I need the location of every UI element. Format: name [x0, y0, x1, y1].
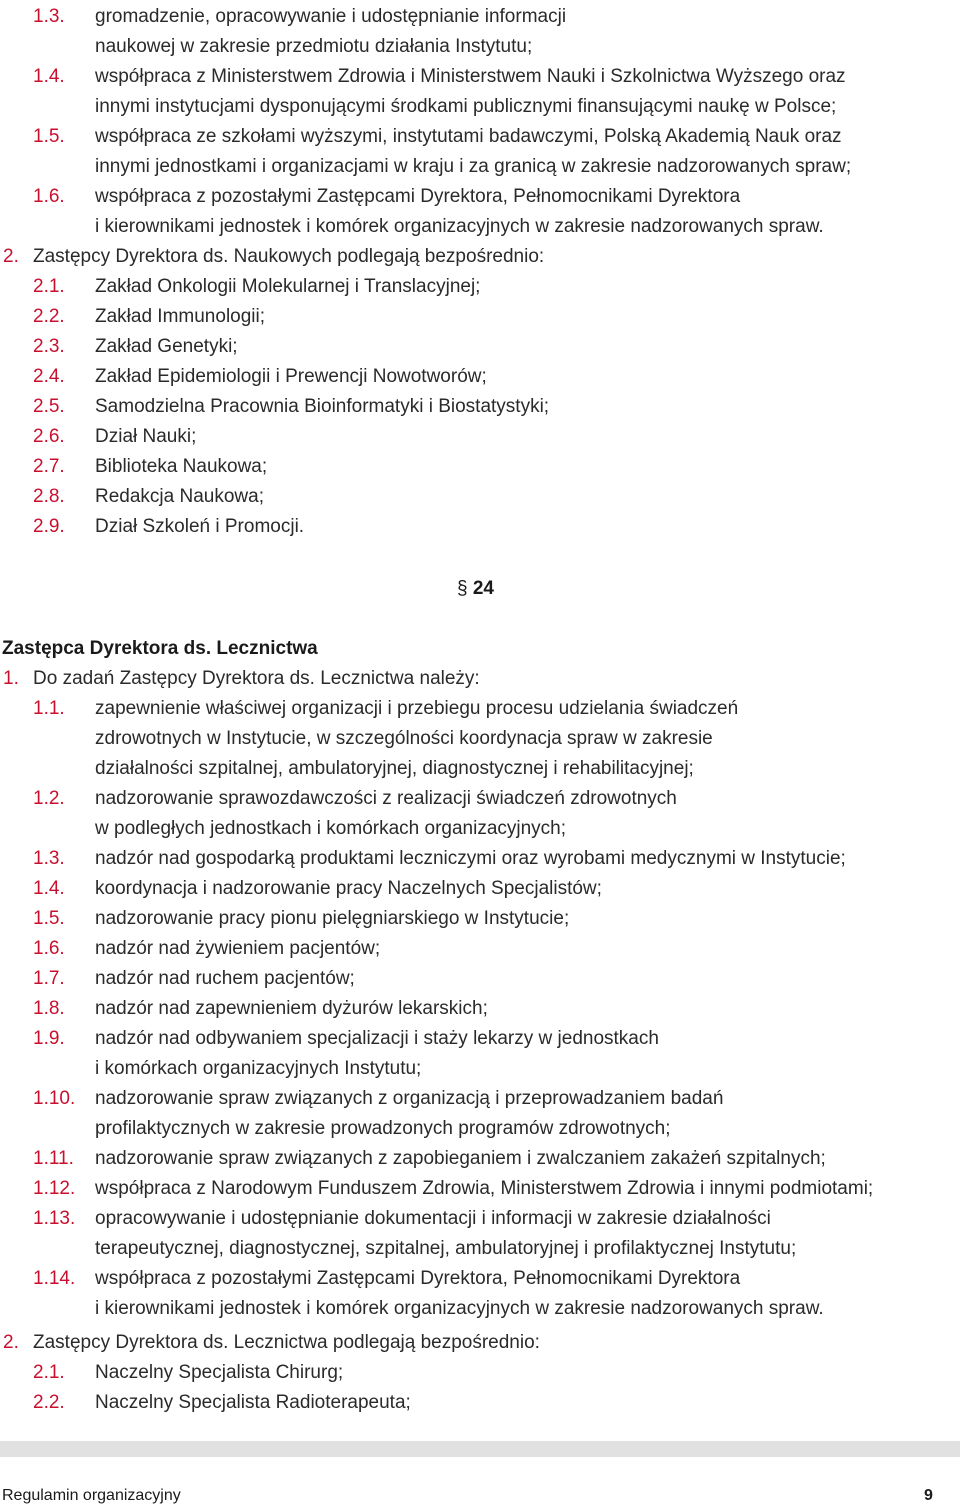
section-text: Zastępcy Dyrektora ds. Naukowych podlegają bezpośrednio:	[33, 246, 545, 267]
item-text: Naczelny Specjalista Chirurg;	[95, 1362, 344, 1383]
section-number: 1.	[3, 668, 19, 689]
item-text: Zakład Epidemiologii i Prewencji Nowotworów;	[95, 366, 487, 387]
item-text-line: nadzór nad gospodarką produktami leczniczymi oraz wyrobami medycznymi w Instytucie;	[95, 848, 846, 869]
item-number: 2.2.	[33, 1392, 65, 1413]
item-number: 1.14.	[33, 1268, 76, 1289]
item-text: Zakład Genetyki;	[95, 336, 238, 357]
item-text-line: nadzór nad odbywaniem specjalizacji i staży lekarzy w jednostkach	[95, 1028, 659, 1049]
item-text-line: nadzorowanie sprawozdawczości z realizacji świadczeń zdrowotnych	[95, 788, 677, 809]
page-number: 9	[924, 1487, 933, 1504]
item-text-line: i komórkach organizacyjnych Instytutu;	[95, 1058, 422, 1079]
item-number: 1.1.	[33, 698, 65, 719]
item-text-line: działalności szpitalnej, ambulatoryjnej, diagnostycznej i rehabilitacyjnej;	[95, 758, 694, 779]
footer-divider	[0, 1441, 960, 1457]
item-text-line: nadzorowanie spraw związanych z organizacją i przeprowadzaniem badań	[95, 1088, 724, 1109]
item-text-line: nadzór nad żywieniem pacjentów;	[95, 938, 381, 959]
section-number: 2.	[3, 246, 19, 267]
section-number: 2.	[3, 1332, 19, 1353]
item-number: 1.4.	[33, 878, 65, 899]
item-text: Zakład Onkologii Molekularnej i Translacyjnej;	[95, 276, 481, 297]
item-text-line: naukowej w zakresie przedmiotu działania Instytutu;	[95, 36, 533, 57]
item-number: 1.7.	[33, 968, 65, 989]
item-text-line: innymi instytucjami dysponującymi środkami publicznymi finansującymi naukę w Polsce;	[95, 96, 837, 117]
item-text-line: zapewnienie właściwej organizacji i przebiegu procesu udzielania świadczeń	[95, 698, 739, 719]
section-text: Zastępcy Dyrektora ds. Lecznictwa podlegają bezpośrednio:	[33, 1332, 540, 1353]
item-number: 1.5.	[33, 126, 65, 147]
footer-title: Regulamin organizacyjny	[2, 1487, 181, 1504]
item-text-line: gromadzenie, opracowywanie i udostępnianie informacji	[95, 6, 567, 27]
paragraph-value: 24	[472, 578, 494, 599]
item-number: 2.1.	[33, 276, 65, 297]
item-text-line: nadzór nad ruchem pacjentów;	[95, 968, 355, 989]
item-text: Dział Nauki;	[95, 426, 197, 447]
item-text-line: profilaktycznych w zakresie prowadzonych programów zdrowotnych;	[95, 1118, 671, 1139]
item-number: 1.3.	[33, 6, 65, 27]
section-text: Do zadań Zastępcy Dyrektora ds. Lecznictwa należy:	[33, 668, 480, 689]
item-text-line: opracowywanie i udostępnianie dokumentacji i informacji w zakresie działalności	[95, 1208, 771, 1229]
item-number: 1.2.	[33, 788, 65, 809]
item-number: 1.3.	[33, 848, 65, 869]
item-number: 2.9.	[33, 516, 65, 537]
item-text: Samodzielna Pracownia Bioinformatyki i Biostatystyki;	[95, 396, 550, 417]
item-text-line: nadzorowanie pracy pionu pielęgniarskiego w Instytucie;	[95, 908, 570, 929]
item-text-line: nadzorowanie spraw związanych z zapobieganiem i zwalczaniem zakażeń szpitalnych;	[95, 1148, 826, 1169]
item-text-line: współpraca z Ministerstwem Zdrowia i Ministerstwem Nauki i Szkolnictwa Wyższego oraz	[95, 66, 846, 87]
item-number: 2.8.	[33, 486, 65, 507]
item-text-line: współpraca z Narodowym Funduszem Zdrowia, Ministerstwem Zdrowia i innymi podmiotami;	[95, 1178, 874, 1199]
paragraph-sign: §	[457, 578, 468, 599]
item-text-line: zdrowotnych w Instytucie, w szczególności koordynacja spraw w zakresie	[95, 728, 713, 749]
item-text-line: współpraca ze szkołami wyższymi, instytutami badawczymi, Polską Akademią Nauk oraz	[95, 126, 842, 147]
item-number: 2.1.	[33, 1362, 65, 1383]
item-number: 1.6.	[33, 938, 65, 959]
item-number: 2.4.	[33, 366, 65, 387]
item-number: 1.4.	[33, 66, 65, 87]
item-text-line: terapeutycznej, diagnostycznej, szpitalnej, ambulatoryjnej i profilaktycznej Instytutu;	[95, 1238, 797, 1259]
item-number: 2.5.	[33, 396, 65, 417]
item-number: 2.3.	[33, 336, 65, 357]
item-text-line: w podległych jednostkach i komórkach organizacyjnych;	[95, 818, 567, 839]
item-text: Biblioteka Naukowa;	[95, 456, 268, 477]
paragraph-number	[457, 578, 494, 600]
item-text-line: współpraca z pozostałymi Zastępcami Dyrektora, Pełnomocnikami Dyrektora	[95, 186, 741, 207]
item-text: Naczelny Specjalista Radioterapeuta;	[95, 1392, 411, 1413]
item-text-line: współpraca z pozostałymi Zastępcami Dyrektora, Pełnomocnikami Dyrektora	[95, 1268, 741, 1289]
item-text: Zakład Immunologii;	[95, 306, 266, 327]
item-number: 1.6.	[33, 186, 65, 207]
item-number: 2.2.	[33, 306, 65, 327]
item-number: 1.8.	[33, 998, 65, 1019]
item-text-line: i kierownikami jednostek i komórek organizacyjnych w zakresie nadzorowanych spraw.	[95, 1298, 824, 1319]
item-number: 1.12.	[33, 1178, 76, 1199]
item-text: Redakcja Naukowa;	[95, 486, 264, 507]
item-text-line: i kierownikami jednostek i komórek organizacyjnych w zakresie nadzorowanych spraw.	[95, 216, 824, 237]
item-number: 1.13.	[33, 1208, 76, 1229]
item-number: 1.9.	[33, 1028, 65, 1049]
section-title: Zastępca Dyrektora ds. Lecznictwa	[2, 638, 318, 659]
item-text-line: innymi jednostkami i organizacjami w kraju i za granicą w zakresie nadzorowanych spraw;	[95, 156, 852, 177]
item-number: 2.6.	[33, 426, 65, 447]
item-number: 2.7.	[33, 456, 65, 477]
item-text: Dział Szkoleń i Promocji.	[95, 516, 305, 537]
item-number: 1.5.	[33, 908, 65, 929]
item-text-line: koordynacja i nadzorowanie pracy Naczelnych Specjalistów;	[95, 878, 602, 899]
item-number: 1.10.	[33, 1088, 76, 1109]
item-number: 1.11.	[33, 1148, 74, 1169]
item-text-line: nadzór nad zapewnieniem dyżurów lekarskich;	[95, 998, 488, 1019]
